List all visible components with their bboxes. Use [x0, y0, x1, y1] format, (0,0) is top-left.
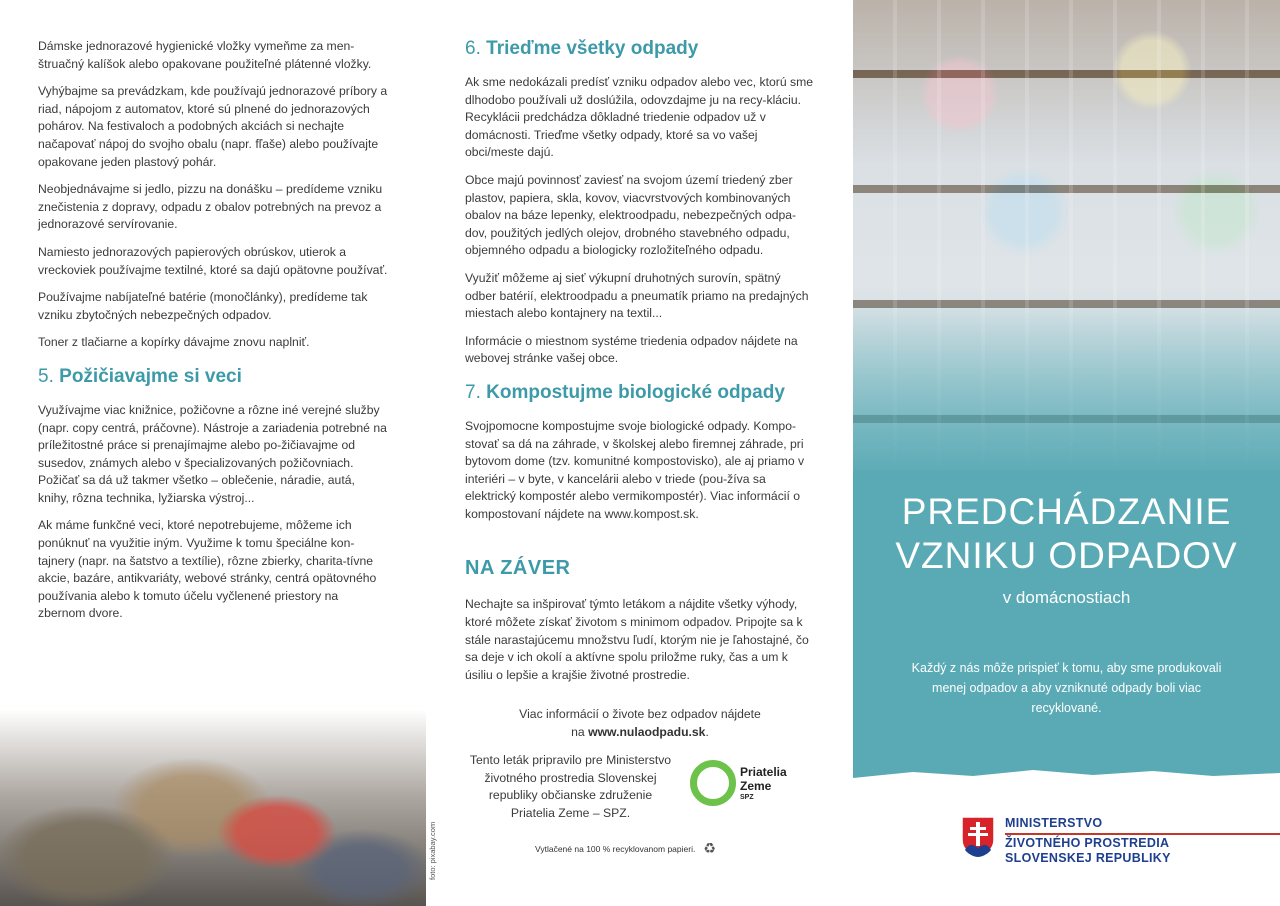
- ministry-rule: [1005, 833, 1280, 835]
- paragraph: Používajme nabíjateľné batérie (monočlánky), predídeme tak vzniku zbytočných nebezpečných odpadov.: [38, 290, 368, 322]
- cover-tagline: Každý z nás môže prispieť k tomu, aby sme produkovali menej odpadov a aby vzniknuté odpady boli viac recyklované.: [911, 661, 1222, 715]
- more-info-line: Viac informácií o živote bez odpadov nájdete: [519, 707, 761, 721]
- website-link[interactable]: www.nulaodpadu.sk: [588, 724, 706, 739]
- pz-line: Zeme: [740, 778, 772, 793]
- prepared-by: Tento leták pripravilo pre Ministerstvo životného prostredia Slovenskej republiky občianske združenie Priatelia Zeme – SPZ.: [469, 753, 672, 820]
- flea-market-photo: [0, 660, 426, 906]
- pz-line: Priatelia: [740, 764, 787, 779]
- section-title: Kompostujme biologické odpady: [486, 381, 785, 403]
- section-number: 6.: [465, 38, 481, 59]
- paragraph: Využívajme viac knižnice, požičovne a rôzne iné verejné služby (napr. copy centrá, práčovne). Nástroje a zariadenia potrebné na príležitostné práce si prenajímajme alebo po-žičiavajme od susedov, známych alebo v špecializovaných požičovniach. Požičať sa dá už takmer všetko – oblečenie, náradie, autá, knihy, rôzna technika, lyžiarska výstroj...: [38, 402, 387, 505]
- recycle-icon: ♻: [703, 840, 716, 856]
- ministry-line: MINISTERSTVO: [1005, 816, 1103, 830]
- ministry-logo: [961, 816, 1280, 866]
- cover-title-block: [853, 490, 1280, 608]
- cover-title-line: PREDCHÁDZANIE: [901, 491, 1232, 532]
- section-number: 7.: [465, 381, 481, 403]
- paragraph: Nechajte sa inšpirovať týmto letákom a nájdite všetky výhody, ktoré môžete získať životom s minimom odpadov. Pripojte sa k stále narastajúcemu množstvu ľudí, ktorým nie je ľahostajné, čo sa deje v ich okolí a aktívne spolu priložme ruky, čas a um k úsiliu o lepšie a krajšie životné prostredie.: [465, 597, 809, 682]
- section-number: 5.: [38, 365, 54, 387]
- paragraph: Neobjednávajme si jedlo, pizzu na donášku – predídeme vzniku znečistenia z dopravy, odpadu z obalov potrebných na prevoz a jednorazové servírovanie.: [38, 182, 383, 232]
- section-6-heading: [465, 38, 815, 60]
- paragraph: Obce majú povinnosť zaviesť na svojom území triedený zber plastov, papiera, skla, kovov, viacvrstvových kombinovaných obalov na báze lepenky, elektroodpadu, nebezpečných odpa-dov, použitých jedlých olejov, drobného stavebného odpadu, objemného odpadu a biologicky rozložiteľného odpadu.: [465, 172, 797, 258]
- section-title: Trieďme všetky odpady: [486, 38, 699, 59]
- ministry-line: SLOVENSKEJ REPUBLIKY: [1005, 850, 1171, 865]
- paragraph: Namiesto jednorazových papierových obrúskov, utierok a vreckoviek používajme textilné, ktoré sa dajú opätovne používať.: [38, 244, 388, 277]
- column-left: [38, 38, 388, 633]
- printed-note: [535, 840, 755, 857]
- section-title: Požičiavajme si veci: [59, 365, 242, 387]
- paragraph: Vyhýbajme sa prevádzkam, kde používajú jednorazové príbory a riad, nápojom z automatov, ktoré sú plnené do jednorazových pohárov. Na festivaloch a podobných akciách si nechajte načapovať nápoj do svojho obalu (napr. fľaše) alebo používajte opakovane jeden plastový pohár.: [38, 84, 388, 169]
- more-info: [465, 706, 815, 741]
- paragraph: Dámske jednorazové hygienické vložky vymeňme za men-štruačný kalíšok alebo opakovane použiteľné plátenné vložky.: [38, 39, 372, 71]
- paragraph: Využiť môžeme aj sieť výkupní druhotných surovín, spätný odber batérií, elektroodpadu a pneumatík priamo na predajných miestach alebo kontajnery na textil...: [465, 270, 809, 321]
- pz-ring-icon: [690, 760, 736, 806]
- ministry-line: ŽIVOTNÉHO PROSTREDIA: [1005, 835, 1170, 850]
- paragraph: Toner z tlačiarne a kopírky dávajme znovu naplniť.: [38, 335, 310, 350]
- paragraph: Ak sme nedokázali predísť vzniku odpadov alebo vec, ktorú sme dlhodobo používali už doslúžila, odovzdajme ju na recy-kláciu. Recyklácii predchádza dôkladné triedenie odpadov už v domácnosti. Trieďme všetky odpady, ktoré sa vo vašej obci/meste dajú.: [465, 75, 814, 160]
- printed-note-text: Vytlačené na 100 % recyklovanom papieri.: [535, 843, 696, 854]
- ministry-text: [1005, 816, 1280, 866]
- paragraph: Informácie o miestnom systéme triedenia odpadov nájdete na webovej stránke vašej obce.: [465, 333, 798, 366]
- more-info-suffix: .: [705, 724, 709, 739]
- pz-logo-text: [740, 765, 787, 802]
- more-info-prefix: na: [571, 724, 589, 739]
- photo-fade: [853, 300, 1280, 480]
- section-5-heading: [38, 366, 388, 388]
- conclusion-heading: NA ZÁVER: [465, 557, 571, 580]
- cover-title-line: VZNIKU ODPADOV: [895, 535, 1238, 576]
- priatelia-zeme-logo: [690, 760, 787, 806]
- paragraph: Ak máme funkčné veci, ktoré nepotrebujeme, môžeme ich ponúknuť na využitie iným. Využime k tomu špeciálne kon-tajnery (napr. na šatstvo a textílie), rôzne zbierky, charita-tívne akcie, bazáre, antikvariáty, webové stránky, centrá opätovného používania alebo k tomuto účelu vyčlenené priestory na zbernom dvore.: [38, 518, 377, 621]
- paragraph: Svojpomocne kompostujme svoje biologické odpady. Kompo-stovať sa dá na záhrade, v školskej alebo firemnej záhrade, pri bytovom dome (tzv. komunitné kompostovisko), ale aj priamo v interiéri – v byte, v kancelárii alebo v triede (pou-žíva sa elektrický kompostér alebo vermikompostér). Viac informácií o kompostovaní nájdete na www.kompost.sk.: [465, 418, 805, 521]
- more-info-line: [465, 724, 815, 742]
- photo-credit-text: foto: pixabay.com: [428, 821, 437, 880]
- pz-line: SPZ: [740, 793, 754, 801]
- photo-credit: [428, 800, 440, 880]
- cover-subtitle: v domácnostiach: [1002, 588, 1131, 607]
- slovak-crest-icon: [961, 816, 995, 858]
- cover-panel: [853, 0, 1280, 906]
- column-middle: [465, 30, 815, 694]
- section-7-heading: [465, 382, 815, 404]
